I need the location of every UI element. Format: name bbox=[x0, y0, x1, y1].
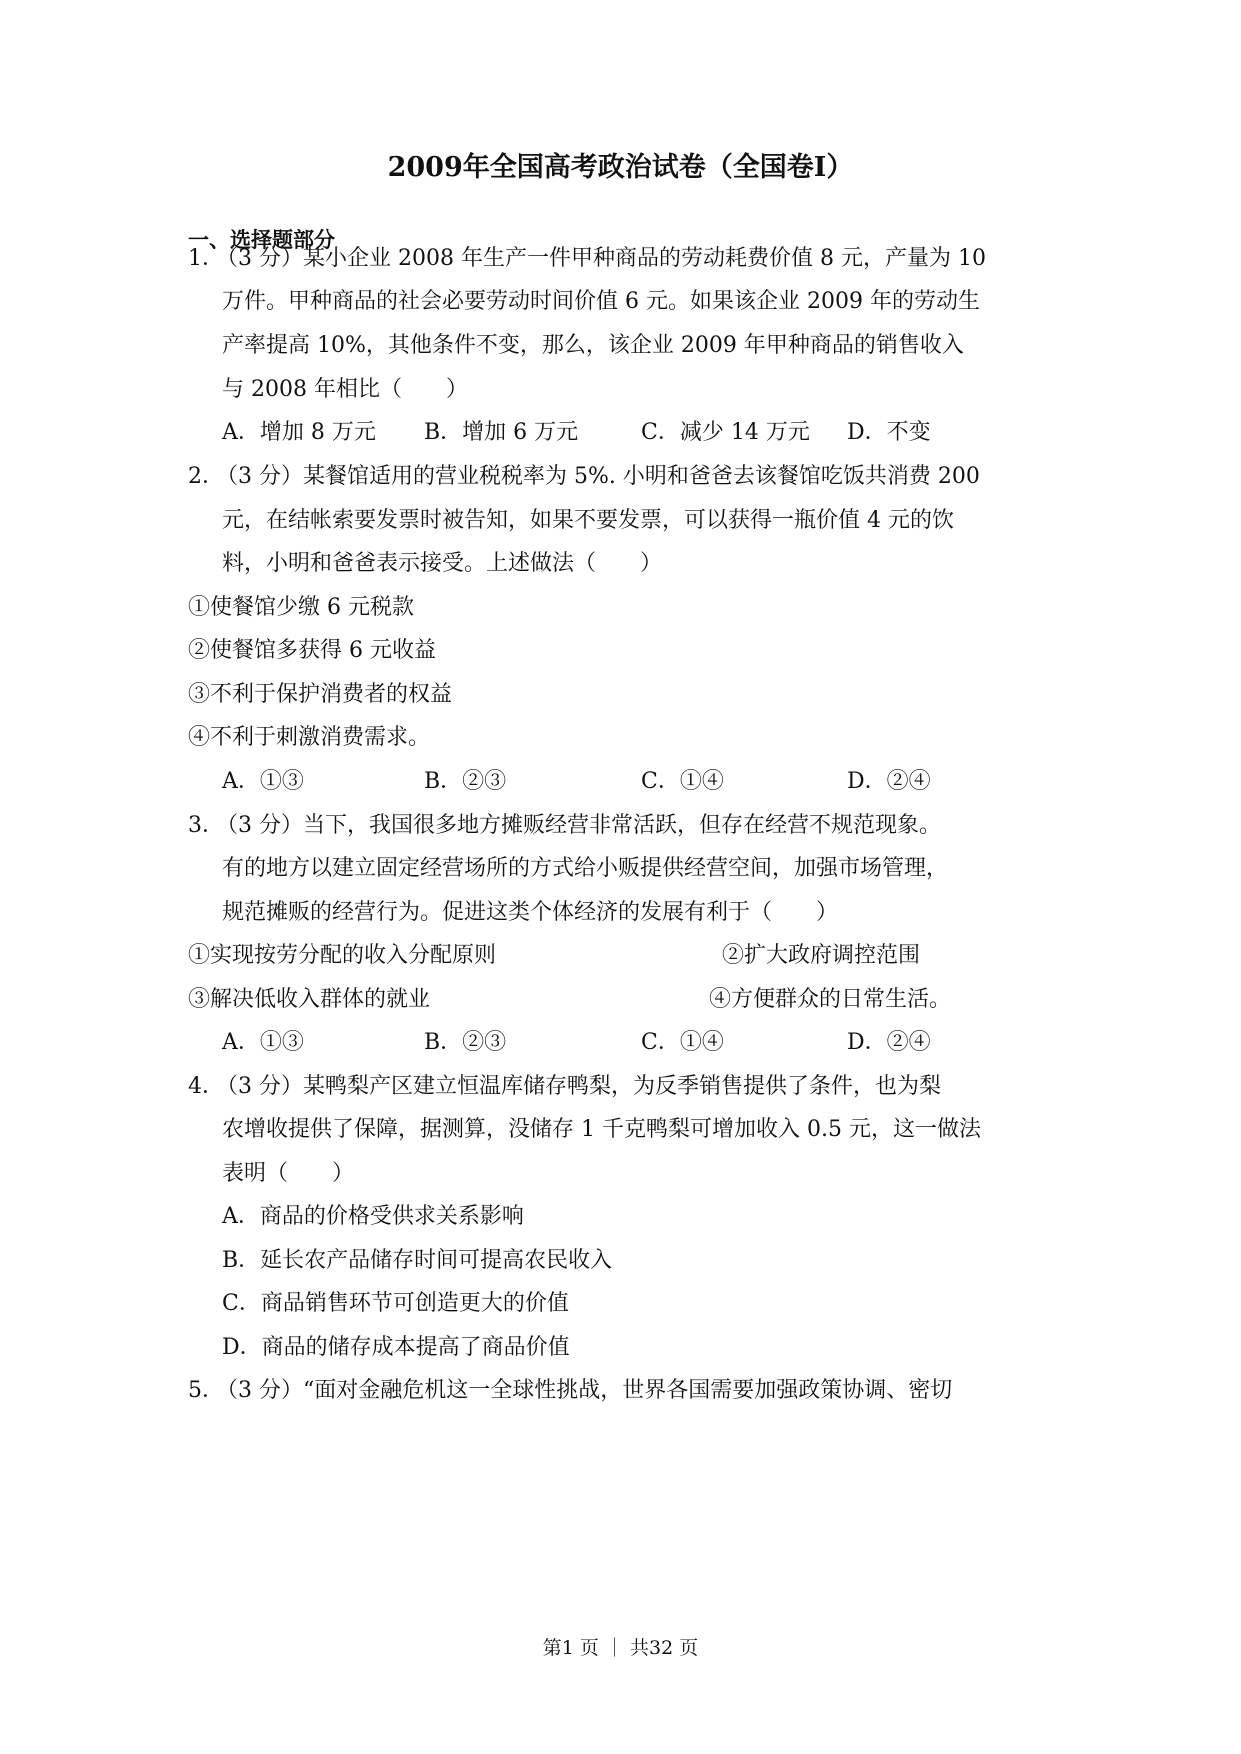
question-text-line: 农增收提供了保障，据测算，没储存 1 千克鸭梨可增加收入 0.5 元，这一做法 bbox=[222, 1117, 981, 1142]
page-title: 2009年全国高考政治试卷（全国卷I） bbox=[387, 152, 854, 183]
question-number: 3． bbox=[188, 813, 224, 838]
section-heading: 一、选择题部分 bbox=[188, 227, 335, 252]
option-b: B．②③ bbox=[424, 1030, 507, 1055]
option-d: D．②④ bbox=[847, 1030, 931, 1055]
question-text-line: （3 分）“面对金融危机这一全球性挑战，世界各国需要加强政策协调、密切 bbox=[216, 1378, 953, 1403]
question-text-line: 有的地方以建立固定经营场所的方式给小贩提供经营空间，加强市场管理， bbox=[222, 856, 949, 881]
question-text-line: （3 分）某鸭梨产区建立恒温库储存鸭梨，为反季销售提供了条件，也为梨 bbox=[216, 1074, 941, 1099]
option-a: A．增加 8 万元 bbox=[222, 420, 376, 445]
question-number: 2． bbox=[188, 464, 224, 489]
option-b: B．②③ bbox=[424, 769, 507, 794]
question-text-line: （3 分）某餐馆适用的营业税税率为 5%. 小明和爸爸去该餐馆吃饭共消费 200 bbox=[216, 464, 980, 489]
statement-2: ②扩大政府调控范围 bbox=[722, 943, 921, 968]
question-number: 5． bbox=[188, 1378, 224, 1403]
option-c: C．商品销售环节可创造更大的价值 bbox=[222, 1291, 569, 1316]
question-text-line: 表明（ ） bbox=[222, 1161, 355, 1186]
option-c: C．①④ bbox=[641, 769, 724, 794]
option-a: A．商品的价格受供求关系影响 bbox=[222, 1204, 524, 1229]
question-text-line: （3 分）某小企业 2008 年生产一件甲种商品的劳动耗费价值 8 元，产量为 10 bbox=[216, 246, 986, 271]
question-text-line: （3 分）当下，我国很多地方摊贩经营非常活跃，但存在经营不规范现象。 bbox=[216, 813, 941, 838]
option-d: D．不变 bbox=[847, 420, 931, 445]
statement-2: ②使餐馆多获得 6 元收益 bbox=[188, 638, 436, 663]
option-c: C．减少 14 万元 bbox=[641, 420, 810, 445]
question-number: 4． bbox=[188, 1074, 224, 1099]
option-a: A．①③ bbox=[222, 769, 304, 794]
question-text-line: 元，在结帐索要发票时被告知，如果不要发票，可以获得一瓶价值 4 元的饮 bbox=[222, 508, 954, 533]
question-text-line: 万件。甲种商品的社会必要劳动时间价值 6 元。如果该企业 2009 年的劳动生 bbox=[222, 289, 980, 314]
page-footer: 第1 页 ｜ 共32 页 bbox=[542, 1637, 699, 1659]
statement-1: ①使餐馆少缴 6 元税款 bbox=[188, 595, 414, 620]
statement-4: ④方便群众的日常生活。 bbox=[709, 987, 952, 1012]
question-text-line: 与 2008 年相比（ ） bbox=[222, 377, 468, 402]
question-text-line: 产率提高 10%，其他条件不变，那么，该企业 2009 年甲种商品的销售收入 bbox=[222, 333, 964, 358]
statement-1: ①实现按劳分配的收入分配原则 bbox=[188, 943, 497, 968]
option-b: B．延长农产品储存时间可提高农民收入 bbox=[222, 1248, 613, 1273]
option-b: B．增加 6 万元 bbox=[424, 420, 579, 445]
statement-4: ④不利于刺激消费需求。 bbox=[188, 725, 431, 750]
question-text-line: 规范摊贩的经营行为。促进这类个体经济的发展有利于（ ） bbox=[222, 900, 839, 925]
option-d: D．②④ bbox=[847, 769, 931, 794]
question-number: 1． bbox=[188, 246, 224, 271]
statement-3: ③解决低收入群体的就业 bbox=[188, 987, 431, 1012]
option-a: A．①③ bbox=[222, 1030, 304, 1055]
option-d: D．商品的储存成本提高了商品价值 bbox=[222, 1335, 570, 1360]
question-text-line: 料，小明和爸爸表示接受。上述做法（ ） bbox=[222, 551, 663, 576]
option-c: C．①④ bbox=[641, 1030, 724, 1055]
statement-3: ③不利于保护消费者的权益 bbox=[188, 682, 453, 707]
